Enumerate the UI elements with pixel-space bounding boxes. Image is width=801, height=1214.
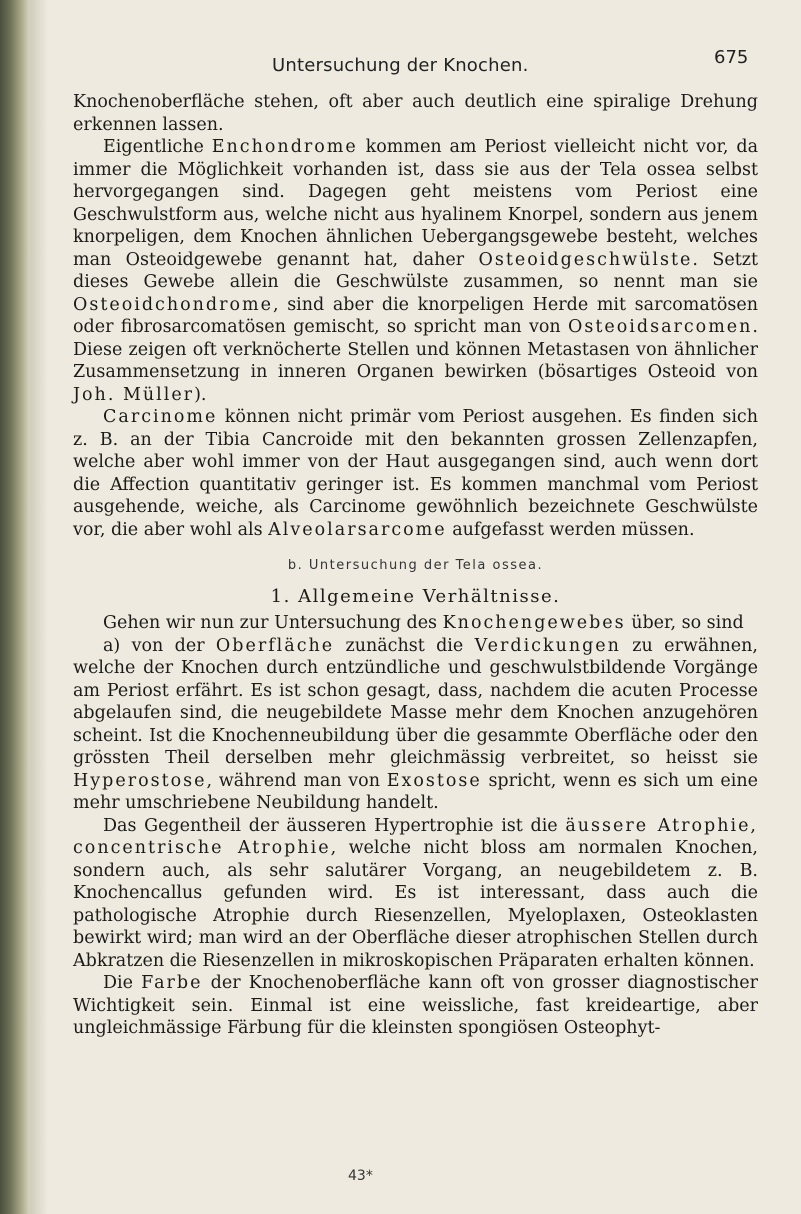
text-span: . Setzt dieses Gewebe allein die Geschwülste zusammen, so nennt man sie	[73, 249, 758, 292]
text-span: a) von der	[103, 635, 216, 656]
text-span: , sind aber die knorpeligen Herde mit sarcomatösen oder fibrosarcomatösen gemischt, so spricht man von	[73, 294, 758, 337]
text-span: ).	[194, 384, 207, 405]
text-span: zu erwähnen, welche der Knochen durch entzündliche und geschwulstbildende Vorgänge am Periost erfährt. Es ist schon gesagt, dass, nachdem die acuten Processe abgelaufen sind, die neugebildete Masse mehr dem Knochen anzugehören scheint. Ist die Knochenneubildung über die gesammte Oberfläche oder den grössten Theil derselben mehr gleichmässig verbreitet, so heisst sie	[73, 635, 758, 768]
spaced-term: Verdickungen	[474, 635, 621, 656]
text-span: über, so sind	[625, 613, 744, 633]
text-span: können nicht primär vom Periost ausgehen. Es finden sich z. B. an der Tibia Cancroide mit den bekannten grossen Zellenzapfen, welche aber wohl immer von der Haut ausgegangen sind, auch wenn dort die Affection quantitativ geringer ist. Es kommen manchmal vom Periost ausgehende, weiche, als Carcinome gewöhnlich bezeichnete Geschwülste vor, die aber wohl als	[73, 407, 758, 540]
paragraph-4	[73, 612, 758, 635]
spaced-term: Osteoidgeschwülste	[478, 249, 693, 270]
spaced-term: Exostose	[386, 770, 482, 791]
text-span: , während man von	[206, 770, 387, 791]
spaced-term: Joh. Müller	[73, 384, 195, 405]
paragraph-1: Knochenoberfläche stehen, oft aber auch deutlich eine spiralige Drehung erkennen lassen.	[73, 92, 758, 135]
spaced-term: Carcinome	[103, 407, 218, 427]
running-header: Untersuchung der Knochen.	[272, 55, 529, 76]
spaced-term: Oberfläche	[215, 635, 335, 656]
signature-mark: 43*	[348, 1168, 373, 1184]
text-span: Gehen wir nun zur Untersuchung des	[103, 613, 443, 633]
text-span: Das Gegentheil der äusseren Hypertrophie ist die	[103, 815, 566, 836]
subsection-heading: b. Untersuchung der Tela ossea.	[287, 558, 544, 573]
paragraph-2	[73, 136, 758, 406]
paragraph-6	[73, 815, 758, 973]
paragraph-3	[73, 406, 758, 541]
book-binding-shadow	[0, 0, 30, 1214]
spaced-term: Knochengewebes	[442, 613, 626, 633]
text-span: . Diese zeigen oft verknöcherte Stellen und können Metastasen von ähnlicher Zusammensetzung in inneren Organen bewirken (bösartiges Osteoid von	[73, 317, 758, 382]
text-span: spricht, wenn es sich um eine mehr umschriebene Neubildung handelt.	[73, 770, 759, 813]
spaced-term: Enchondrome	[211, 137, 358, 157]
body-text	[73, 91, 758, 1040]
text-span: kommen am Periost vielleicht nicht vor, da immer die Möglichkeit vorhanden ist, dass sie aus der Tela ossea selbst hervorgegangen sind. Dagegen geht meistens vom Periost eine Geschwulstform aus, welche nicht aus hyalinem Knorpel, sondern aus jenem knorpeligen, dem Knochen ähnlichen Uebergangsgewebe besteht, welches man Osteoidgewebe genannt hat, daher	[73, 137, 759, 270]
spaced-term: Osteoidsarcomen	[568, 317, 753, 337]
paragraph-5	[73, 635, 758, 815]
text-span: zunächst die	[334, 635, 475, 656]
section-heading: 1. Allgemeine Verhältnisse.	[270, 585, 561, 607]
book-gutter-shade	[30, 0, 48, 1214]
page-number: 675	[714, 47, 749, 68]
paragraph-7	[73, 972, 758, 1040]
spaced-term: Osteoidchondrome	[73, 294, 273, 315]
text-span: Eigentliche	[103, 137, 212, 157]
text-span: aufgefasst werden müssen.	[446, 519, 695, 540]
spaced-term: Hyperostose	[73, 770, 207, 791]
spaced-term: Alveolarsarcome	[268, 519, 447, 540]
text-span: Die	[103, 973, 142, 993]
spaced-term: Farbe	[141, 973, 203, 993]
spaced-term: äussere Atrophie, concentrische Atrophie	[73, 815, 758, 858]
text-span: der Knochenoberfläche kann oft von grosser diagnostischer Wichtigkeit sein. Einmal ist eine weissliche, fast kreideartige, aber ungleichmässige Färbung für die kleinsten spongiösen Osteophyt-	[73, 973, 758, 1038]
text-span: , welche nicht bloss am normalen Knochen, sondern auch, als sehr salutärer Vorgang, an neugebildetem z. B. Knochencallus gefunden wird. Es ist interessant, dass auch die pathologische Atrophie durch Riesenzellen, Myeloplaxen, Osteoklasten bewirkt wird; man wird an der Oberfläche dieser atrophischen Stellen durch Abkratzen die Riesenzellen in mikroskopischen Präparaten erhalten können.	[73, 838, 758, 971]
